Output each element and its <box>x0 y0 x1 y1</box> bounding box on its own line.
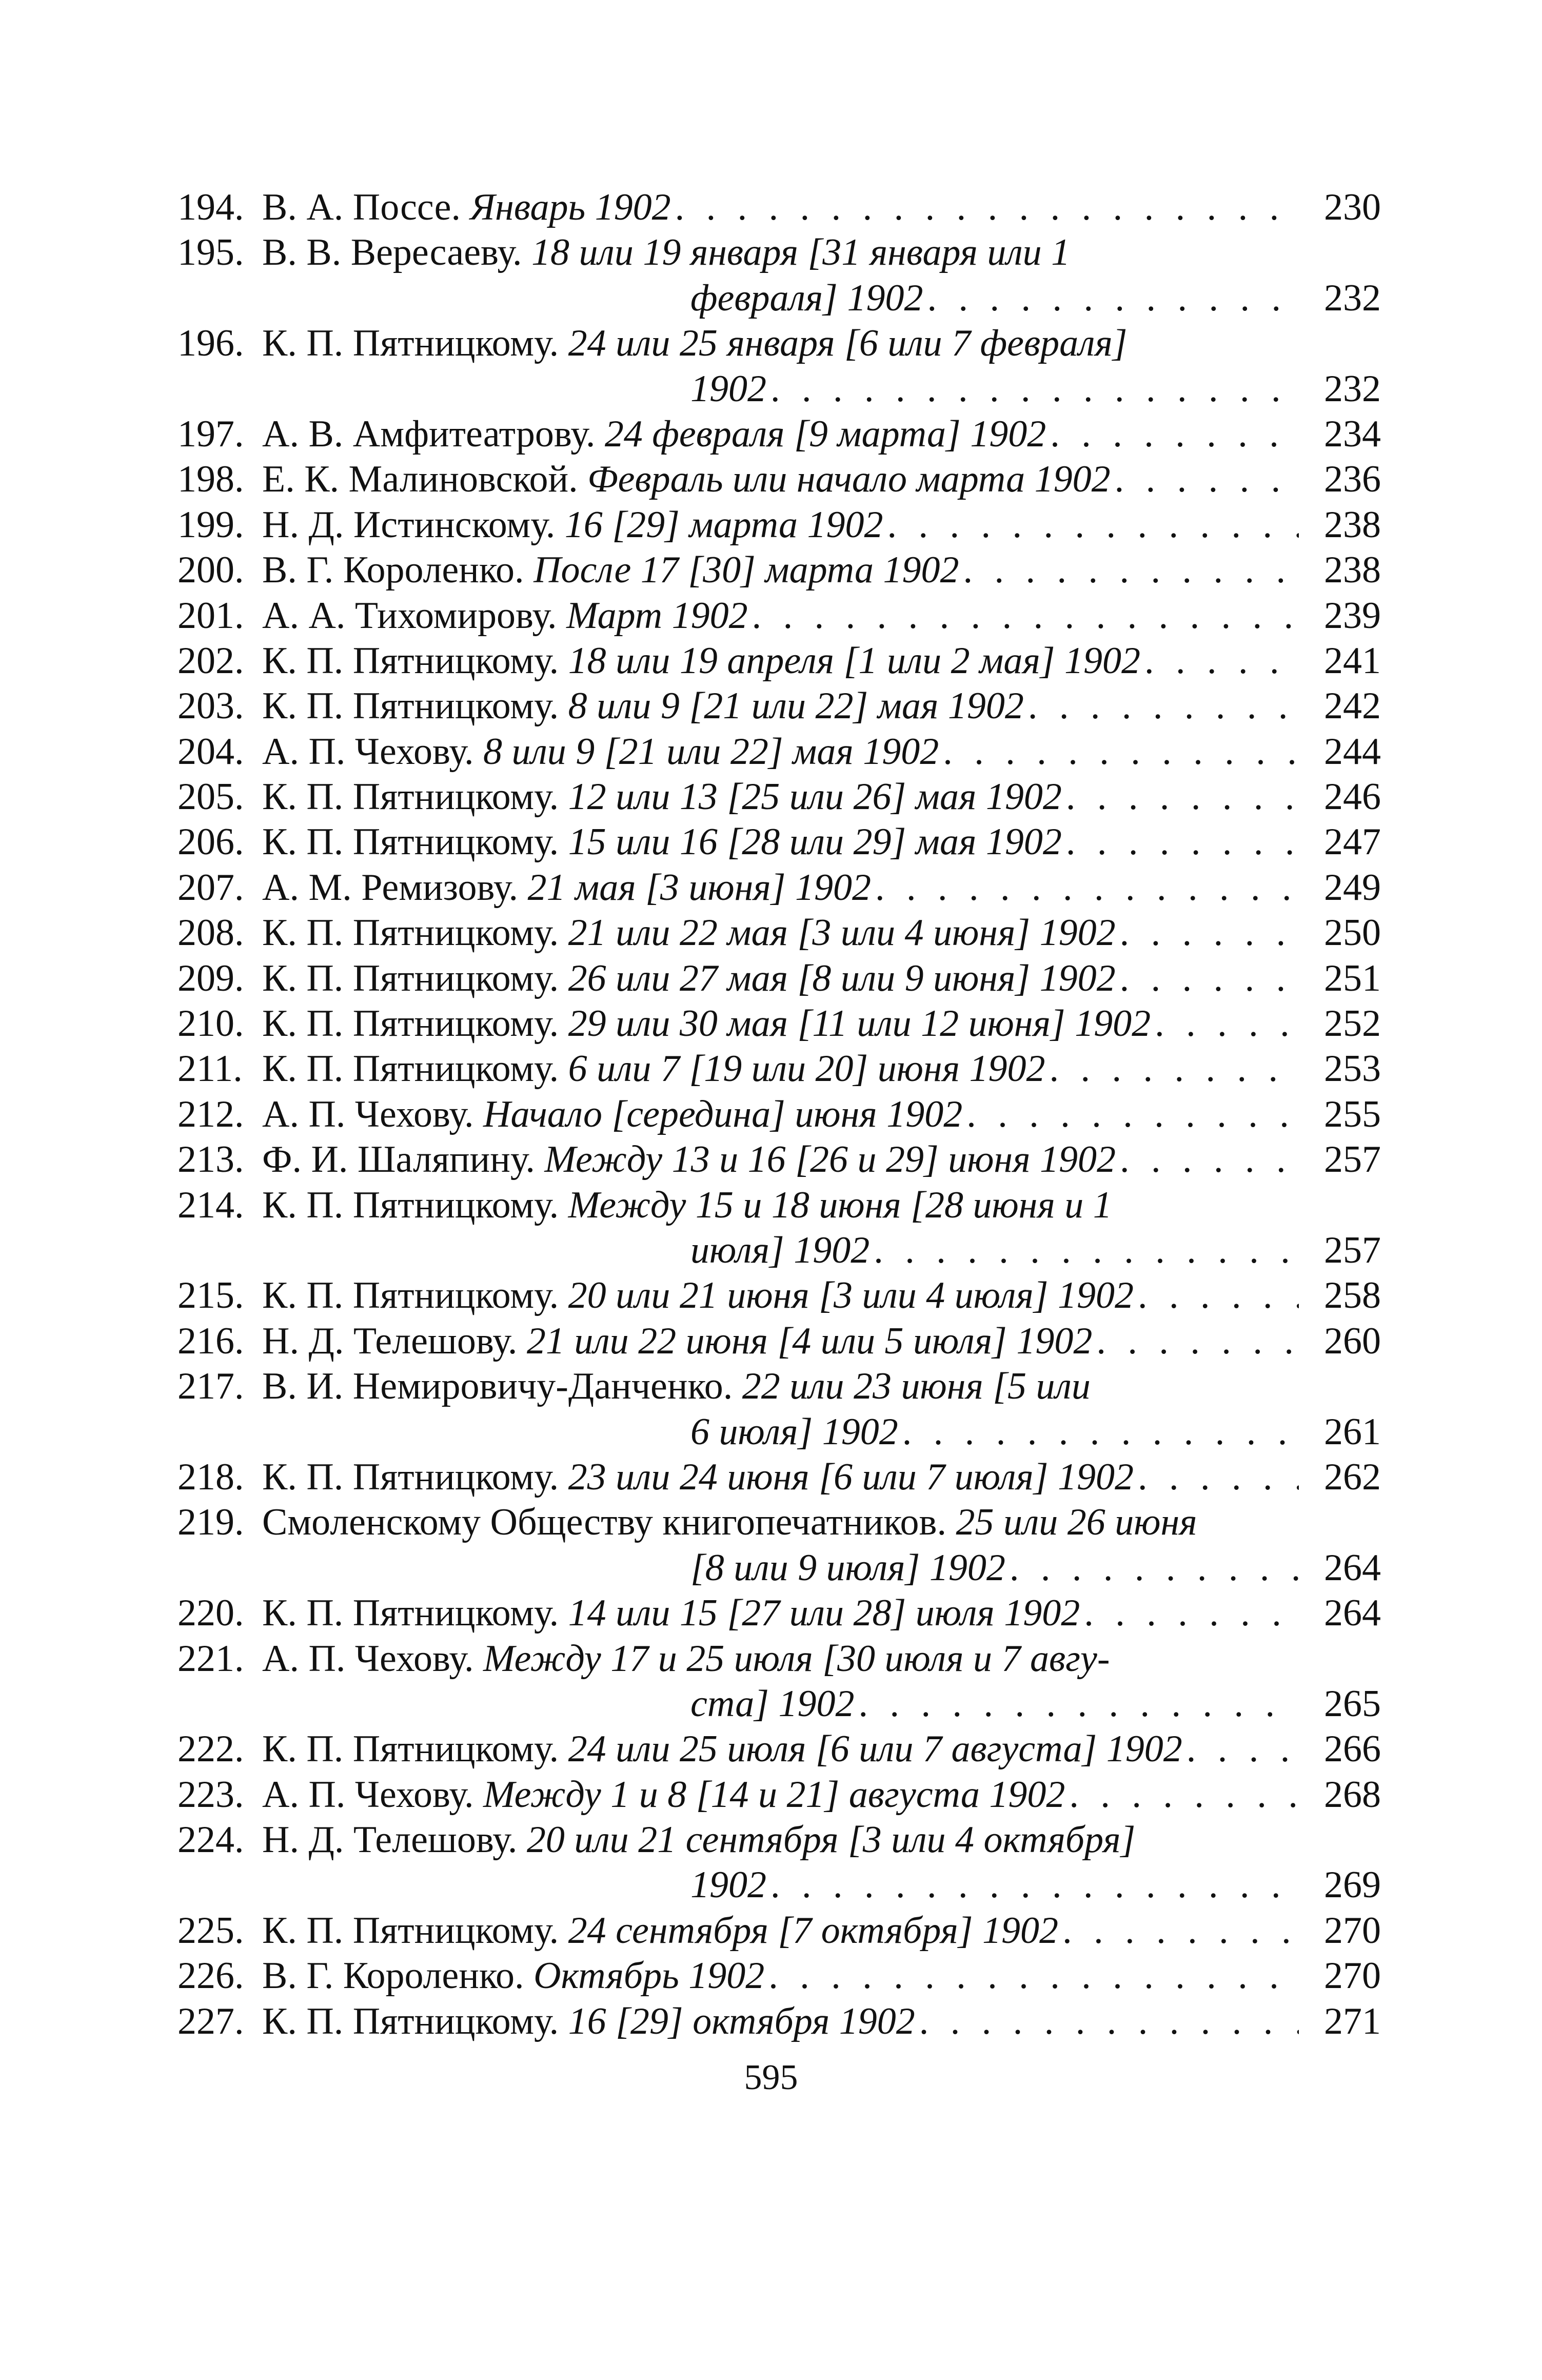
addressee: А. П. Чехову. <box>262 730 474 773</box>
entry-number: 208. <box>177 912 244 954</box>
toc-line <box>177 729 1381 774</box>
toc-line <box>177 956 1381 1001</box>
entry-number: 217. <box>177 1365 244 1408</box>
toc-line <box>177 502 1381 547</box>
page-ref: 249 <box>1324 866 1381 909</box>
entry-body <box>262 1228 1299 1273</box>
addressee: К. П. Пятницкому. <box>262 639 559 682</box>
entry-body <box>262 185 1299 230</box>
toc-line <box>177 1137 1381 1182</box>
page-ref: 251 <box>1324 957 1381 999</box>
entry-body <box>262 230 1299 275</box>
toc-line <box>177 457 1381 502</box>
entry-body <box>262 276 1299 321</box>
toc-entry <box>177 1726 1381 1772</box>
letter-date: 20 или 21 сентября [3 или 4 октября] <box>526 1819 1136 1861</box>
entry-body <box>262 1409 1299 1454</box>
dot-leader <box>770 366 1299 411</box>
addressee: А. А. Тихомирову. <box>262 594 557 637</box>
dot-leader <box>1120 910 1299 955</box>
toc-line <box>177 1953 1381 1998</box>
page-ref: 258 <box>1324 1274 1381 1317</box>
entry-number: 207. <box>177 866 244 909</box>
addressee: В. А. Поссе. <box>262 186 461 228</box>
dot-leader <box>1084 1590 1299 1636</box>
dot-leader <box>1066 774 1299 819</box>
entry-number: 223. <box>177 1773 244 1816</box>
letter-date: 16 [29] марта 1902 <box>564 503 883 546</box>
toc-line <box>177 1001 1381 1046</box>
toc-line <box>177 638 1381 683</box>
toc-entry <box>177 956 1381 1001</box>
toc-entry <box>177 1999 1381 2044</box>
entry-number: 216. <box>177 1320 244 1362</box>
toc-line <box>177 366 1381 411</box>
toc-line <box>177 547 1381 593</box>
page-ref: 260 <box>1324 1320 1381 1362</box>
entry-body <box>262 819 1299 864</box>
entry-body <box>262 1681 1299 1726</box>
dot-leader <box>752 593 1299 638</box>
toc-entry <box>177 1454 1381 1500</box>
addressee: К. П. Пятницкому. <box>262 685 559 727</box>
letter-date: 20 или 21 июня [3 или 4 июля] 1902 <box>568 1274 1134 1317</box>
dot-leader <box>1050 1046 1299 1091</box>
toc-line <box>177 683 1381 729</box>
entry-body <box>262 1046 1299 1091</box>
addressee: А. П. Чехову. <box>262 1637 474 1680</box>
page-ref: 246 <box>1324 776 1381 818</box>
page-ref: 239 <box>1324 594 1381 637</box>
dot-leader <box>919 1999 1299 2044</box>
toc-entry <box>177 1908 1381 1953</box>
entry-number: 199. <box>177 503 244 546</box>
page-ref: 271 <box>1324 2000 1381 2042</box>
toc-entry <box>177 1001 1381 1046</box>
addressee: К. П. Пятницкому. <box>262 957 559 999</box>
entry-body <box>262 774 1299 819</box>
letter-date: Март 1902 <box>566 594 748 637</box>
entry-body <box>262 1183 1299 1228</box>
addressee: К. П. Пятницкому. <box>262 1002 559 1045</box>
letter-date: февраля] 1902 <box>690 277 923 319</box>
letter-date: 8 или 9 [21 или 22] мая 1902 <box>568 685 1024 727</box>
toc-entry <box>177 593 1381 638</box>
dot-leader <box>1187 1726 1299 1772</box>
dot-leader <box>887 502 1299 547</box>
entry-body <box>262 729 1299 774</box>
entry-number: 226. <box>177 1955 244 1997</box>
dot-leader <box>927 276 1299 321</box>
letter-date: Январь 1902 <box>470 186 671 228</box>
toc-line <box>177 819 1381 864</box>
entry-number: 196. <box>177 322 244 365</box>
addressee: В. В. Вересаеву. <box>262 231 522 274</box>
page-ref: 241 <box>1324 639 1381 682</box>
toc-entry <box>177 457 1381 502</box>
letter-date: 22 или 23 июня [5 или <box>742 1365 1091 1408</box>
addressee: К. П. Пятницкому. <box>262 821 559 863</box>
entry-body <box>262 502 1299 547</box>
letter-date: 23 или 24 июня [6 или 7 июля] 1902 <box>568 1455 1134 1498</box>
dot-leader <box>1120 956 1299 1001</box>
page-ref: 264 <box>1324 1592 1381 1635</box>
addressee: К. П. Пятницкому. <box>262 1592 559 1635</box>
letter-date: 24 февраля [9 марта] 1902 <box>604 412 1046 455</box>
dot-leader <box>1115 457 1299 502</box>
dot-leader <box>1010 1545 1299 1590</box>
entry-body <box>262 457 1299 502</box>
toc-line <box>177 1726 1381 1772</box>
entry-number: 202. <box>177 639 244 682</box>
letter-date: 16 [29] октября 1902 <box>568 2000 915 2042</box>
letter-date: 1902 <box>690 367 766 410</box>
toc-entry <box>177 547 1381 593</box>
toc-entry <box>177 1817 1381 1908</box>
toc-entry <box>177 865 1381 910</box>
letter-date: июля] 1902 <box>690 1229 870 1271</box>
toc-entry <box>177 1046 1381 1091</box>
letter-date: Между 13 и 16 [26 и 29] июня 1902 <box>544 1138 1116 1181</box>
entry-number: 221. <box>177 1637 244 1680</box>
toc-line <box>177 1046 1381 1091</box>
letter-date: 14 или 15 [27 или 28] июля 1902 <box>568 1592 1080 1635</box>
letter-date: 29 или 30 мая [11 или 12 июня] 1902 <box>568 1002 1151 1045</box>
entry-number: 198. <box>177 458 244 501</box>
page-ref: 261 <box>1324 1410 1381 1453</box>
toc-line <box>177 1228 1381 1273</box>
page-ref: 238 <box>1324 549 1381 592</box>
toc-line <box>177 1500 1381 1545</box>
letter-date: Между 15 и 18 июня [28 июня и 1 <box>568 1184 1112 1226</box>
addressee: К. П. Пятницкому. <box>262 322 559 365</box>
addressee: Н. Д. Телешову. <box>262 1819 518 1861</box>
letter-date: 8 или 9 [21 или 22] мая 1902 <box>483 730 939 773</box>
entry-body <box>262 1137 1299 1182</box>
letter-date: 24 или 25 января [6 или 7 февраля] <box>568 322 1128 365</box>
entry-body <box>262 1545 1299 1590</box>
dot-leader <box>770 1862 1299 1907</box>
letter-date: 21 мая [3 июня] 1902 <box>527 866 872 909</box>
toc-entry <box>177 230 1381 321</box>
dot-leader <box>1069 1772 1299 1817</box>
toc-entry <box>177 1636 1381 1727</box>
page-ref: 234 <box>1324 412 1381 455</box>
addressee: Н. Д. Истинскому. <box>262 503 556 546</box>
dot-leader <box>1155 1001 1299 1046</box>
dot-leader <box>1096 1319 1299 1364</box>
page-ref: 242 <box>1324 685 1381 727</box>
page-ref: 232 <box>1324 367 1381 410</box>
toc-entry <box>177 1772 1381 1817</box>
toc-entry <box>177 1500 1381 1590</box>
dot-leader <box>1050 411 1299 457</box>
page-ref: 230 <box>1324 186 1381 228</box>
letter-date: 12 или 13 [25 или 26] мая 1902 <box>568 776 1062 818</box>
entry-number: 218. <box>177 1455 244 1498</box>
page-ref: 247 <box>1324 821 1381 863</box>
toc-line <box>177 1409 1381 1454</box>
entry-number: 203. <box>177 685 244 727</box>
entry-body <box>262 1092 1299 1137</box>
letter-date: Между 17 и 25 июля [30 июля и 7 авгу- <box>483 1637 1110 1680</box>
letter-date: ста] 1902 <box>690 1682 855 1725</box>
entry-body <box>262 1726 1299 1772</box>
addressee: К. П. Пятницкому. <box>262 1274 559 1317</box>
page-ref: 238 <box>1324 503 1381 546</box>
entry-body <box>262 411 1299 457</box>
entry-body <box>262 1953 1299 1998</box>
toc-entry <box>177 502 1381 547</box>
letter-date: 6 или 7 [19 или 20] июня 1902 <box>568 1048 1045 1090</box>
page-ref: 257 <box>1324 1138 1381 1181</box>
dot-leader <box>1028 683 1299 729</box>
letter-date: 24 сентября [7 октября] 1902 <box>568 1909 1059 1952</box>
entry-body <box>262 1590 1299 1636</box>
toc-line <box>177 1454 1381 1500</box>
entry-number: 220. <box>177 1592 244 1635</box>
toc-line <box>177 276 1381 321</box>
entry-number: 204. <box>177 730 244 773</box>
entry-body <box>262 1500 1299 1545</box>
dot-leader <box>902 1409 1299 1454</box>
addressee: В. Г. Короленко. <box>262 549 524 592</box>
entry-body <box>262 956 1299 1001</box>
toc-line <box>177 1183 1381 1228</box>
letter-date: 18 или 19 апреля [1 или 2 мая] 1902 <box>568 639 1141 682</box>
page-ref: 236 <box>1324 458 1381 501</box>
entry-body <box>262 1772 1299 1817</box>
entry-number: 215. <box>177 1274 244 1317</box>
toc-entry <box>177 321 1381 411</box>
entry-number: 214. <box>177 1184 244 1226</box>
toc-line <box>177 1681 1381 1726</box>
entry-body <box>262 1817 1299 1862</box>
entry-number: 219. <box>177 1501 244 1544</box>
letter-date: Октябрь 1902 <box>533 1955 765 1997</box>
dot-leader <box>1062 1908 1299 1953</box>
entry-body <box>262 638 1299 683</box>
toc-entry <box>177 1092 1381 1137</box>
entry-body <box>262 1999 1299 2044</box>
letter-date: 24 или 25 июля [6 или 7 августа] 1902 <box>568 1728 1182 1771</box>
addressee: К. П. Пятницкому. <box>262 1728 559 1771</box>
page-ref: 250 <box>1324 912 1381 954</box>
toc-line <box>177 1590 1381 1636</box>
toc-entry <box>177 1273 1381 1318</box>
toc-line <box>177 1273 1381 1318</box>
letter-date: 21 или 22 мая [3 или 4 июня] 1902 <box>568 912 1116 954</box>
entry-number: 227. <box>177 2000 244 2042</box>
toc-entry <box>177 185 1381 230</box>
entry-number: 213. <box>177 1138 244 1181</box>
page-ref: 244 <box>1324 730 1381 773</box>
toc-line <box>177 1545 1381 1590</box>
letter-date: Начало [середина] июня 1902 <box>483 1093 963 1135</box>
toc-line <box>177 1772 1381 1817</box>
page-ref: 268 <box>1324 1773 1381 1816</box>
dot-leader <box>675 185 1299 230</box>
toc-line <box>177 1319 1381 1364</box>
letter-date: 26 или 27 мая [8 или 9 июня] 1902 <box>568 957 1116 999</box>
letter-date: 1902 <box>690 1864 766 1906</box>
entry-body <box>262 547 1299 593</box>
toc-line <box>177 1862 1381 1907</box>
letter-date: После 17 [30] марта 1902 <box>533 549 959 592</box>
addressee: А. В. Амфитеатрову. <box>262 412 596 455</box>
dot-leader <box>1066 819 1299 864</box>
toc-line <box>177 1364 1381 1409</box>
entry-body <box>262 1364 1299 1409</box>
toc-line <box>177 1999 1381 2044</box>
toc-entry <box>177 819 1381 864</box>
page-ref: 269 <box>1324 1864 1381 1906</box>
entry-number: 224. <box>177 1819 244 1861</box>
addressee: К. П. Пятницкому. <box>262 1909 559 1952</box>
dot-leader <box>966 1092 1299 1137</box>
dot-leader <box>1120 1137 1299 1182</box>
toc-entry <box>177 1364 1381 1454</box>
entry-body <box>262 1319 1299 1364</box>
dot-leader <box>1144 638 1299 683</box>
entry-number: 205. <box>177 776 244 818</box>
toc-line <box>177 1817 1381 1862</box>
entry-body <box>262 1001 1299 1046</box>
entry-body <box>262 1862 1299 1907</box>
entry-number: 222. <box>177 1728 244 1771</box>
toc-line <box>177 593 1381 638</box>
addressee: В. Г. Короленко. <box>262 1955 524 1997</box>
page-ref: 264 <box>1324 1546 1381 1589</box>
addressee: К. П. Пятницкому. <box>262 912 559 954</box>
addressee: К. П. Пятницкому. <box>262 776 559 818</box>
addressee: К. П. Пятницкому. <box>262 1455 559 1498</box>
entry-number: 194. <box>177 186 244 228</box>
letter-date: Февраль или начало марта 1902 <box>587 458 1111 501</box>
toc-line <box>177 865 1381 910</box>
addressee: Е. К. Малиновской. <box>262 458 578 501</box>
toc-entry <box>177 1137 1381 1182</box>
entry-number: 200. <box>177 549 244 592</box>
toc-line <box>177 774 1381 819</box>
table-of-contents <box>177 185 1381 2044</box>
letter-date: 21 или 22 июня [4 или 5 июля] 1902 <box>526 1320 1093 1362</box>
letter-date: 15 или 16 [28 или 29] мая 1902 <box>568 821 1062 863</box>
page-ref: 270 <box>1324 1955 1381 1997</box>
toc-entry <box>177 1183 1381 1273</box>
page-number: 595 <box>744 2058 798 2097</box>
dot-leader <box>943 729 1299 774</box>
entry-number: 195. <box>177 231 244 274</box>
dot-leader <box>963 547 1299 593</box>
entry-body <box>262 593 1299 638</box>
page-ref: 257 <box>1324 1229 1381 1271</box>
letter-date: Между 1 и 8 [14 и 21] августа 1902 <box>483 1773 1065 1816</box>
entry-body <box>262 683 1299 729</box>
letter-date: 6 июля] 1902 <box>690 1410 898 1453</box>
page-ref: 262 <box>1324 1455 1381 1498</box>
toc-entry <box>177 411 1381 457</box>
entry-number: 211. <box>177 1048 243 1090</box>
addressee: Н. Д. Телешову. <box>262 1320 518 1362</box>
page-ref: 265 <box>1324 1682 1381 1725</box>
addressee: Ф. И. Шаляпину. <box>262 1138 535 1181</box>
toc-entry <box>177 774 1381 819</box>
entry-number: 210. <box>177 1002 244 1045</box>
dot-leader <box>1138 1273 1299 1318</box>
addressee: А. П. Чехову. <box>262 1093 474 1135</box>
entry-body <box>262 321 1299 366</box>
letter-date: [8 или 9 июля] 1902 <box>690 1546 1005 1589</box>
addressee: К. П. Пятницкому. <box>262 2000 559 2042</box>
entry-number: 201. <box>177 594 244 637</box>
toc-entry <box>177 638 1381 683</box>
dot-leader <box>859 1681 1299 1726</box>
page-ref: 255 <box>1324 1093 1381 1135</box>
dot-leader <box>1138 1454 1299 1500</box>
dot-leader <box>874 1228 1299 1273</box>
toc-line <box>177 185 1381 230</box>
toc-entry <box>177 1953 1381 1998</box>
addressee: Смоленскому Обществу книгопечатников. <box>262 1501 946 1544</box>
page-ref: 232 <box>1324 277 1381 319</box>
toc-line <box>177 411 1381 457</box>
toc-entry <box>177 683 1381 729</box>
toc-line <box>177 1636 1381 1681</box>
entry-body <box>262 366 1299 411</box>
entry-body <box>262 1454 1299 1500</box>
toc-entry <box>177 910 1381 955</box>
entry-number: 225. <box>177 1909 244 1952</box>
entry-number: 197. <box>177 412 244 455</box>
entry-number: 206. <box>177 821 244 863</box>
toc-entry <box>177 729 1381 774</box>
dot-leader <box>875 865 1299 910</box>
addressee: А. П. Чехову. <box>262 1773 474 1816</box>
toc-line <box>177 1908 1381 1953</box>
entry-body <box>262 910 1299 955</box>
addressee: В. И. Немировичу-Данченко. <box>262 1365 733 1408</box>
page-ref: 266 <box>1324 1728 1381 1771</box>
entry-body <box>262 1636 1299 1681</box>
letter-date: 25 или 26 июня <box>956 1501 1197 1544</box>
letter-date: 18 или 19 января [31 января или 1 <box>531 231 1071 274</box>
page-ref: 270 <box>1324 1909 1381 1952</box>
toc-line <box>177 1092 1381 1137</box>
toc-entry <box>177 1319 1381 1364</box>
page-ref: 253 <box>1324 1048 1381 1090</box>
page-ref: 252 <box>1324 1002 1381 1045</box>
entry-body <box>262 865 1299 910</box>
addressee: К. П. Пятницкому. <box>262 1184 559 1226</box>
toc-entry <box>177 1590 1381 1636</box>
dot-leader <box>768 1953 1299 1998</box>
entry-number: 209. <box>177 957 244 999</box>
addressee: К. П. Пятницкому. <box>262 1048 559 1090</box>
entry-body <box>262 1273 1299 1318</box>
entry-number: 212. <box>177 1093 244 1135</box>
toc-line <box>177 910 1381 955</box>
entry-body <box>262 1908 1299 1953</box>
addressee: А. М. Ремизову. <box>262 866 518 909</box>
toc-line <box>177 230 1381 275</box>
toc-line <box>177 321 1381 366</box>
